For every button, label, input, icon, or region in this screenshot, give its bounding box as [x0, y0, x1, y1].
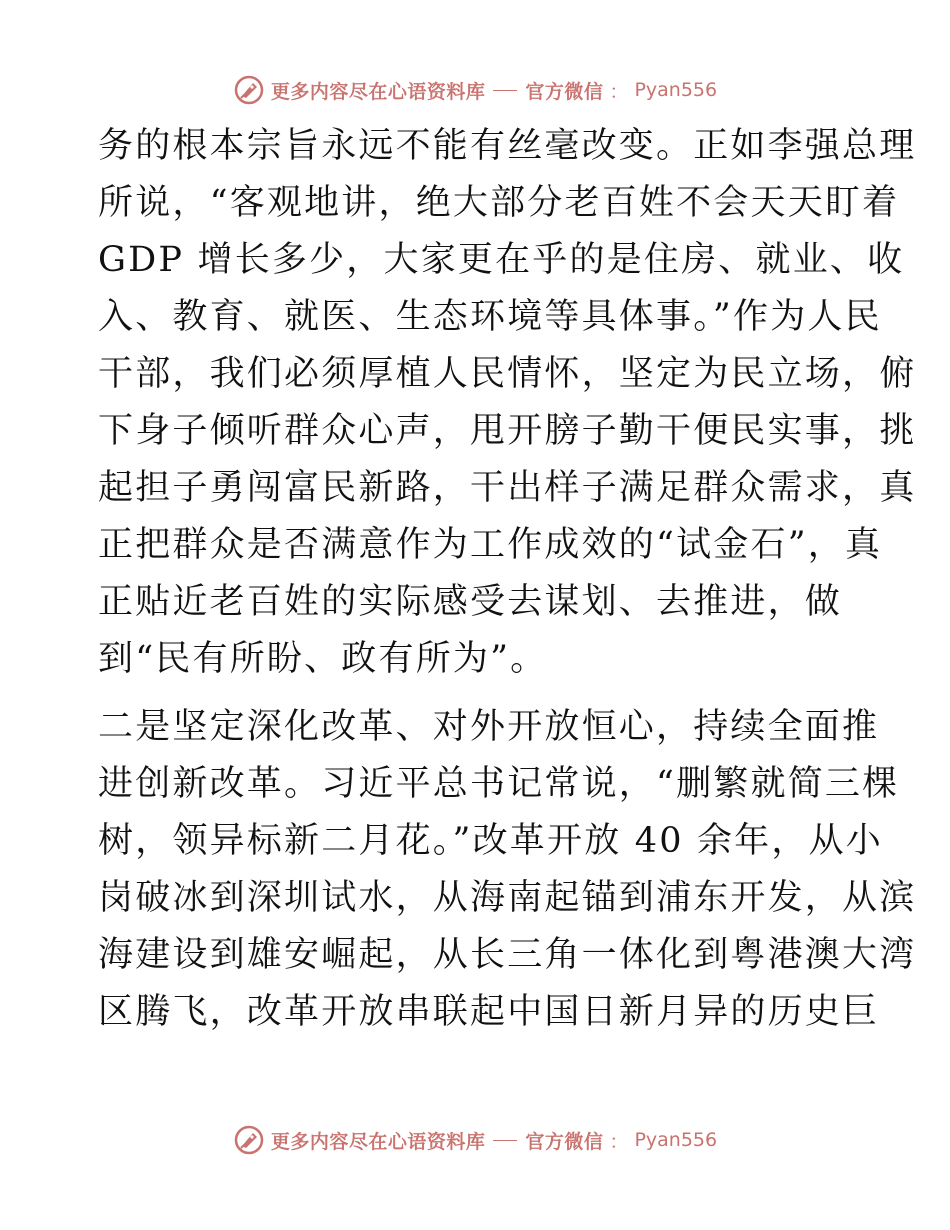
- text-line: 务的根本宗旨永远不能有丝毫改变。正如李强总理: [98, 126, 917, 166]
- watermark-dash: [493, 1140, 517, 1141]
- text-line: 所说，“客观地讲，绝大部分老百姓不会天天盯着: [98, 183, 900, 223]
- text-line: 岗破冰到深圳试水，从海南起锚到浦东开发，从滨: [98, 878, 917, 918]
- watermark-separator: ：: [609, 1130, 629, 1153]
- watermark-wechat-label: 官方微信: [525, 1130, 604, 1153]
- text-line: 到“民有所盼、政有所为”。: [98, 639, 548, 679]
- text-line: 树，领异标新二月花。”改革开放 40 余年，从小: [98, 821, 883, 861]
- watermark-wechat-id: Pyan556: [634, 1129, 718, 1151]
- watermark-separator: ：: [609, 80, 629, 103]
- text-line: 正把群众是否满意作为工作成效的“试金石”，真: [98, 525, 883, 565]
- text-line: GDP 增长多少，大家更在乎的是住房、就业、收: [98, 240, 905, 280]
- text-line: 二是坚定深化改革、对外开放恒心，持续全面推: [98, 707, 880, 747]
- text-line: 起担子勇闯富民新路，干出样子满足群众需求，真: [98, 468, 917, 508]
- watermark-wechat-label: 官方微信: [525, 80, 604, 103]
- watermark-site-text: 更多内容尽在心语资料库: [270, 80, 486, 103]
- text-line: 区腾飞，改革开放串联起中国日新月异的历史巨: [98, 992, 880, 1032]
- text-line: 干部，我们必须厚植人民情怀，坚定为民立场，俯: [98, 354, 917, 394]
- pen-nib-logo-icon: [233, 1124, 265, 1156]
- paragraph-gap: [98, 688, 858, 699]
- text-line: 下身子倾听群众心声，甩开膀子勤干便民实事，挑: [98, 411, 917, 451]
- paragraph-1: [98, 118, 917, 688]
- pen-nib-logo-icon: [233, 74, 265, 106]
- text-line: 入、教育、就医、生态环境等具体事。”作为人民: [98, 297, 882, 337]
- watermark-wechat-id: Pyan556: [634, 79, 718, 101]
- document-body: [98, 118, 917, 1041]
- watermark-site-text: 更多内容尽在心语资料库: [270, 1130, 486, 1153]
- header-watermark: [0, 70, 950, 110]
- text-line: 进创新改革。习近平总书记常说，“删繁就简三棵: [98, 764, 900, 804]
- paragraph-2: [98, 699, 917, 1041]
- text-line: 正贴近老百姓的实际感受去谋划、去推进，做: [98, 582, 843, 622]
- footer-watermark: [0, 1120, 950, 1160]
- watermark-dash: [493, 90, 517, 91]
- text-line: 海建设到雄安崛起，从长三角一体化到粤港澳大湾: [98, 935, 917, 975]
